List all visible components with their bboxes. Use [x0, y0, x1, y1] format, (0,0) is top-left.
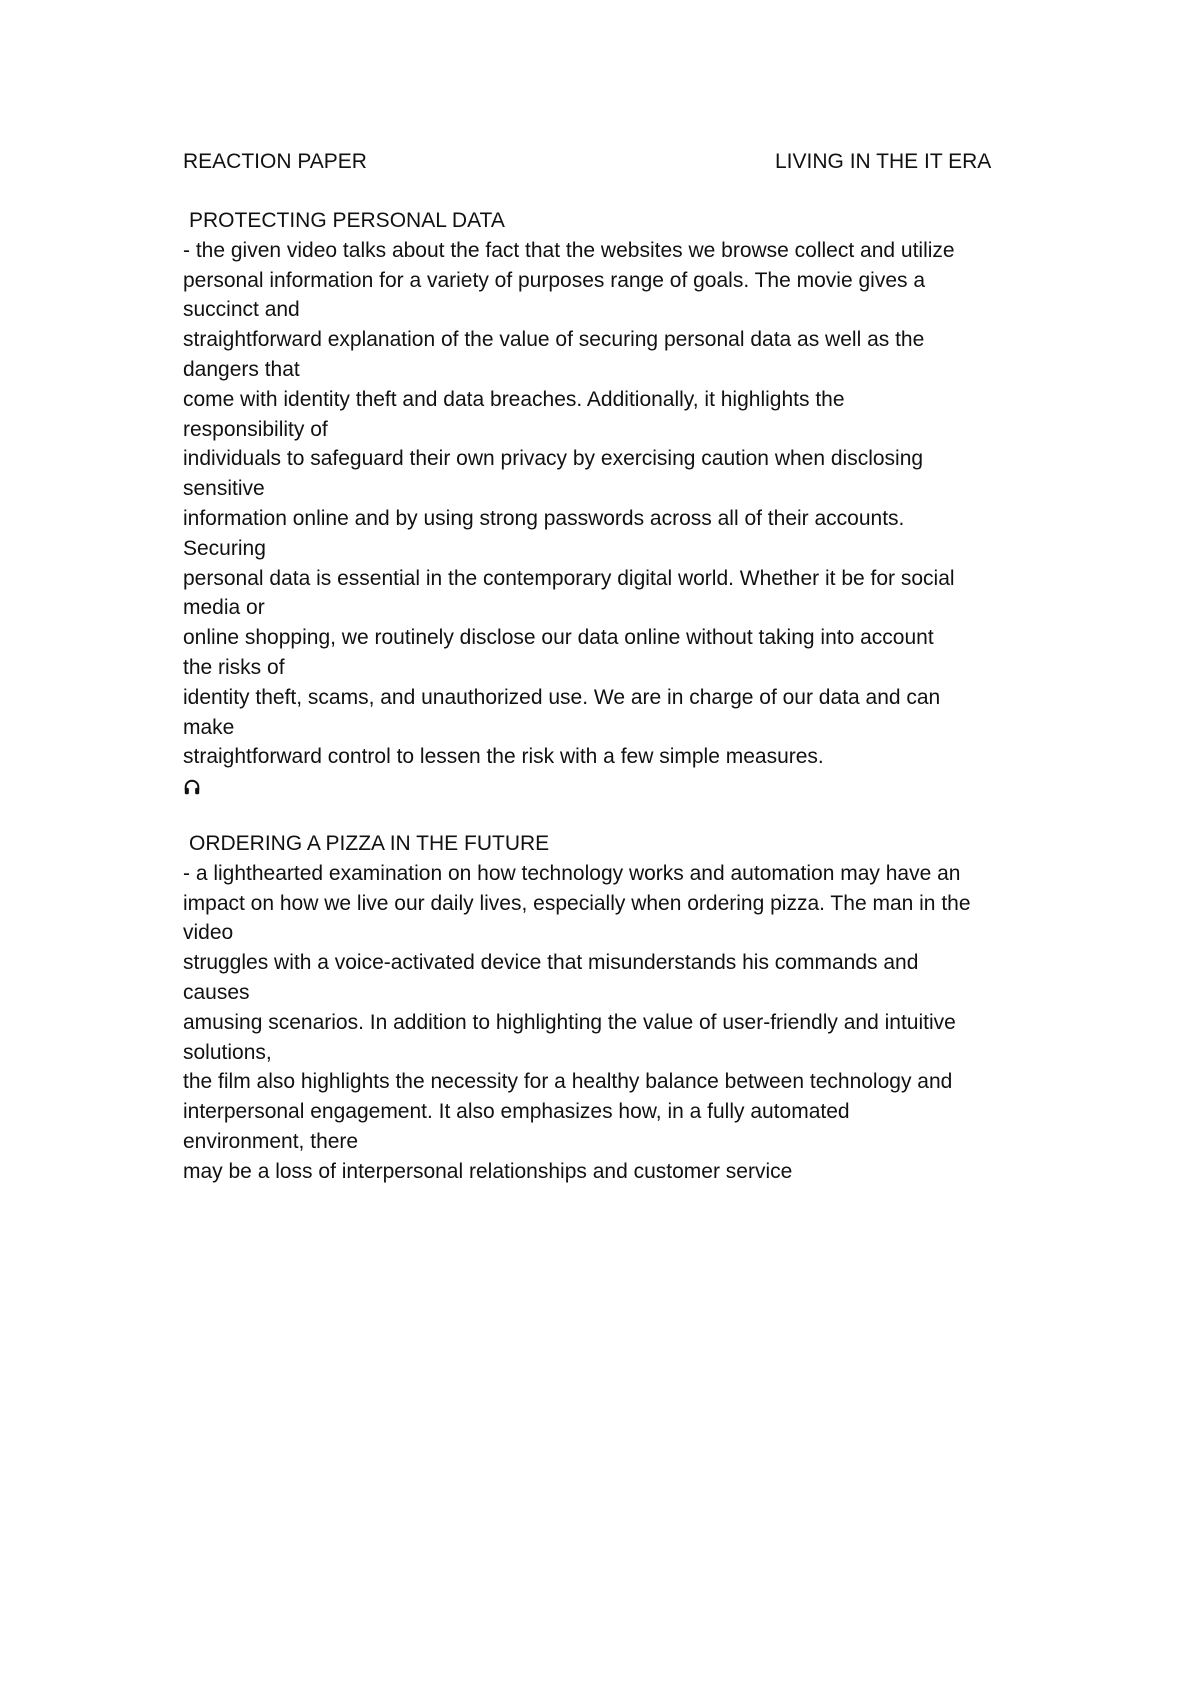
paragraph-line: dangers that: [183, 357, 300, 381]
section-protecting-personal-data: [183, 206, 1043, 802]
paragraph-line: individuals to safeguard their own privacy by exercising caution when disclosing: [183, 447, 924, 471]
paragraph-line: video: [183, 921, 234, 945]
paragraph-line: interpersonal engagement. It also emphasizes how, in a fully automated: [183, 1100, 850, 1124]
paragraph-line: amusing scenarios. In addition to highlighting the value of user-friendly and intuitive: [183, 1010, 956, 1034]
icon-line: [183, 772, 1043, 802]
paragraph-line: Securing: [183, 536, 266, 560]
paragraph-line: online shopping, we routinely disclose our data online without taking into account: [183, 626, 934, 650]
section-title: ORDERING A PIZZA IN THE FUTURE: [189, 832, 550, 855]
document-header: [183, 147, 992, 177]
paragraph-line: struggles with a voice-activated device that misunderstands his commands and: [183, 951, 919, 975]
paragraph-line: causes: [183, 980, 250, 1004]
paragraph-line: the film also highlights the necessity for a healthy balance between technology and: [183, 1070, 953, 1094]
paragraph-line: responsibility of: [183, 417, 328, 441]
paragraph-line: environment, there: [183, 1129, 359, 1153]
paragraph-line: straightforward explanation of the value of securing personal data as well as the: [183, 328, 925, 352]
paragraph-line: media or: [183, 596, 265, 620]
paragraph-line: sensitive: [183, 477, 265, 501]
paragraph-line: may be a loss of interpersonal relationships and customer service: [183, 1159, 793, 1183]
paragraph-line: straightforward control to lessen the risk with a few simple measures.: [183, 745, 824, 769]
course-title: LIVING IN THE IT ERA: [775, 150, 992, 173]
paragraph-line: personal information for a variety of purposes range of goals. The movie gives a: [183, 268, 926, 292]
paper-type-title: REACTION PAPER: [183, 150, 367, 173]
paragraph-line: solutions,: [183, 1040, 272, 1064]
paragraph-line: information online and by using strong passwords across all of their accounts.: [183, 506, 905, 530]
paragraph-line: make: [183, 715, 235, 739]
paragraph-line: impact on how we live our daily lives, especially when ordering pizza. The man in the: [183, 891, 971, 915]
paragraph-line: the risks of: [183, 655, 285, 679]
paragraph-line: personal data is essential in the contemporary digital world. Whether it be for social: [183, 566, 955, 590]
paragraph-line: identity theft, scams, and unauthorized use. We are in charge of our data and can: [183, 685, 941, 709]
paragraph-line: succinct and: [183, 298, 300, 322]
section-title: PROTECTING PERSONAL DATA: [189, 209, 505, 232]
section-ordering-pizza-future: [183, 829, 1043, 1187]
paragraph-line: - the given video talks about the fact that the websites we browse collect and utilize: [183, 238, 955, 262]
headphones-icon: [183, 778, 201, 796]
paragraph-line: - a lighthearted examination on how technology works and automation may have an: [183, 861, 961, 885]
paragraph-line: come with identity theft and data breaches. Additionally, it highlights the: [183, 387, 845, 411]
